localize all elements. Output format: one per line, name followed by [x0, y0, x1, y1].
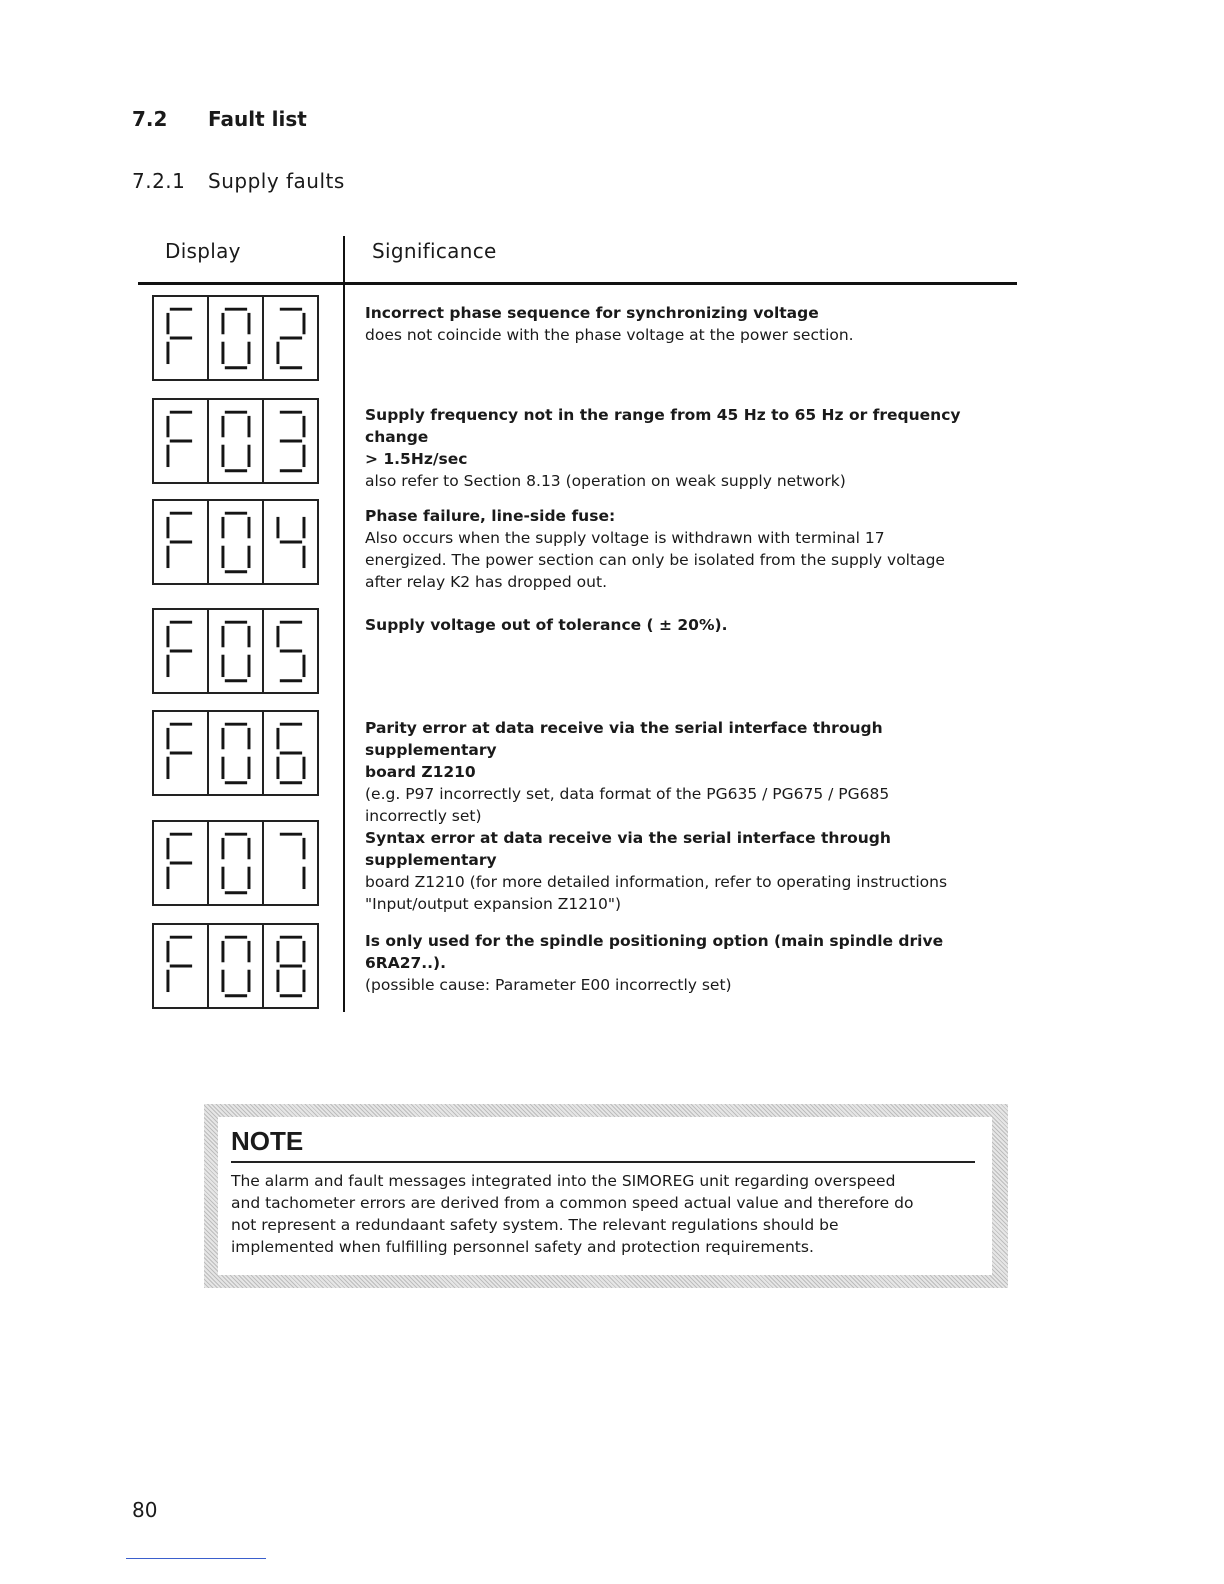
fault-significance-f08 [365, 930, 1005, 996]
seven-segment-glyph [264, 925, 317, 1007]
header-rule [138, 282, 1017, 285]
display-digit-0 [207, 295, 264, 381]
significance-line: Supply frequency not in the range from 45 Hz to 65 Hz or frequency change [365, 406, 961, 446]
column-header-display: Display [165, 239, 241, 263]
seven-segment-glyph [264, 610, 317, 692]
fault-significance-f02 [365, 302, 1005, 346]
fault-display-f08 [152, 923, 319, 1009]
section-title: Fault list [208, 107, 307, 131]
display-digit-f [152, 295, 209, 381]
fault-display-f06 [152, 710, 319, 796]
fault-display-f07 [152, 820, 319, 906]
page-number: 80 [132, 1498, 158, 1522]
display-digit-0 [207, 608, 264, 694]
subsection-number: 7.2.1 [132, 169, 186, 193]
seven-segment-glyph [154, 822, 207, 904]
note-title: NOTE [231, 1126, 304, 1156]
display-digit-3 [262, 398, 319, 484]
seven-segment-glyph [154, 925, 207, 1007]
note-line: implemented when fulfilling personnel safety and protection requirements. [231, 1238, 814, 1256]
fault-display-f04 [152, 499, 319, 585]
significance-line: Phase failure, line-side fuse: [365, 507, 616, 525]
display-digit-0 [207, 820, 264, 906]
fault-display-f05 [152, 608, 319, 694]
display-digit-f [152, 710, 209, 796]
seven-segment-glyph [154, 400, 207, 482]
seven-segment-glyph [209, 501, 262, 583]
significance-line: Also occurs when the supply voltage is withdrawn with terminal 17 [365, 529, 885, 547]
seven-segment-glyph [154, 297, 207, 379]
significance-line: does not coincide with the phase voltage at the power section. [365, 326, 854, 344]
display-digit-f [152, 820, 209, 906]
display-digit-0 [207, 923, 264, 1009]
display-digit-0 [207, 499, 264, 585]
seven-segment-glyph [209, 712, 262, 794]
seven-segment-glyph [154, 610, 207, 692]
significance-line: incorrectly set) [365, 807, 482, 825]
significance-line: also refer to Section 8.13 (operation on weak supply network) [365, 472, 846, 490]
seven-segment-glyph [209, 610, 262, 692]
display-digit-4 [262, 499, 319, 585]
display-digit-6 [262, 710, 319, 796]
seven-segment-glyph [264, 822, 317, 904]
display-digit-f [152, 499, 209, 585]
subsection-title: Supply faults [208, 169, 345, 193]
display-digit-5 [262, 608, 319, 694]
note-text [231, 1170, 981, 1258]
display-digit-f [152, 608, 209, 694]
display-digit-0 [207, 710, 264, 796]
significance-line: board Z1210 (for more detailed information, refer to operating instructions [365, 873, 948, 891]
fault-significance-f06 [365, 717, 1005, 827]
significance-line: Supply voltage out of tolerance ( ± 20%). [365, 616, 728, 634]
significance-line: after relay K2 has dropped out. [365, 573, 607, 591]
seven-segment-glyph [209, 925, 262, 1007]
fault-significance-f03 [365, 404, 1005, 492]
seven-segment-glyph [154, 712, 207, 794]
significance-line: board Z1210 [365, 763, 476, 781]
significance-line: Is only used for the spindle positioning option (main spindle drive 6RA27..). [365, 932, 944, 972]
seven-segment-glyph [264, 712, 317, 794]
seven-segment-glyph [209, 822, 262, 904]
column-divider [343, 236, 345, 1012]
note-line: and tachometer errors are derived from a common speed actual value and therefore do [231, 1194, 914, 1212]
display-digit-0 [207, 398, 264, 484]
seven-segment-glyph [264, 297, 317, 379]
display-digit-f [152, 923, 209, 1009]
display-digit-8 [262, 923, 319, 1009]
seven-segment-glyph [264, 501, 317, 583]
fault-display-f02 [152, 295, 319, 381]
significance-line: Incorrect phase sequence for synchronizing voltage [365, 304, 819, 322]
footer-link-underline [126, 1558, 266, 1559]
column-header-significance: Significance [372, 239, 497, 263]
significance-line: "Input/output expansion Z1210") [365, 895, 621, 913]
fault-significance-f05 [365, 614, 1005, 636]
display-digit-2 [262, 295, 319, 381]
significance-line: energized. The power section can only be isolated from the supply voltage [365, 551, 945, 569]
fault-significance-f04 [365, 505, 1005, 593]
note-line: The alarm and fault messages integrated into the SIMOREG unit regarding overspeed [231, 1172, 896, 1190]
significance-line: Parity error at data receive via the serial interface through supplementary [365, 719, 883, 759]
display-digit-f [152, 398, 209, 484]
seven-segment-glyph [154, 501, 207, 583]
note-rule [231, 1161, 975, 1163]
fault-significance-f07 [365, 827, 1005, 915]
significance-line: (possible cause: Parameter E00 incorrectly set) [365, 976, 732, 994]
seven-segment-glyph [264, 400, 317, 482]
fault-display-f03 [152, 398, 319, 484]
significance-line: > 1.5Hz/sec [365, 450, 468, 468]
significance-line: Syntax error at data receive via the serial interface through supplementary [365, 829, 891, 869]
significance-line: (e.g. P97 incorrectly set, data format of the PG635 / PG675 / PG685 [365, 785, 890, 803]
seven-segment-glyph [209, 297, 262, 379]
seven-segment-glyph [209, 400, 262, 482]
section-number: 7.2 [132, 107, 168, 131]
display-digit-7 [262, 820, 319, 906]
note-line: not represent a redundaant safety system. The relevant regulations should be [231, 1216, 839, 1234]
